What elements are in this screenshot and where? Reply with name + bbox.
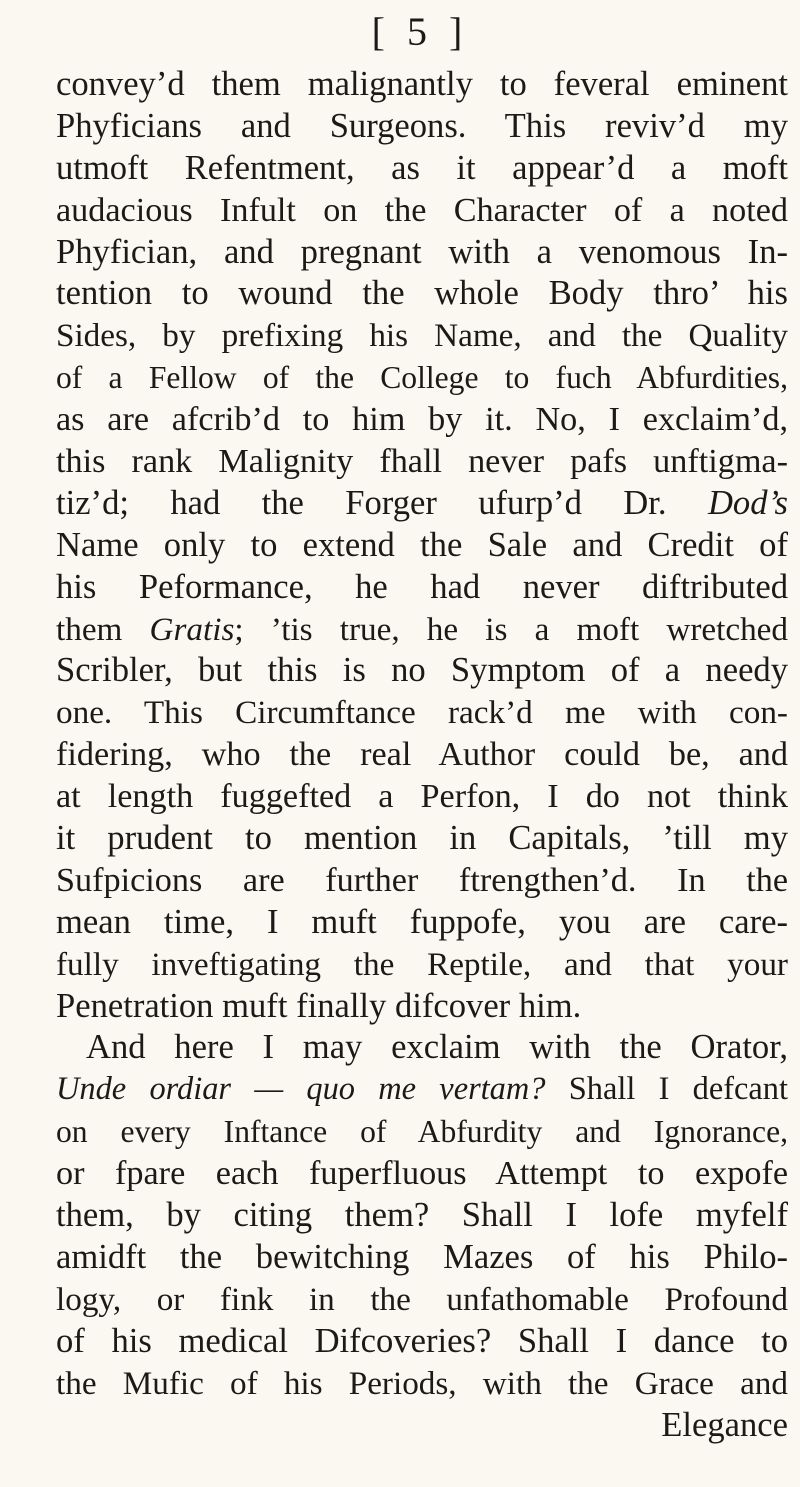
text-line: it prudent to mention in Capitals, ’till my [56, 819, 788, 858]
text-line: this rank Malignity fhall never pafs unftigma- [56, 443, 788, 481]
text-line: audacious Infult on the Character of a noted [56, 191, 788, 229]
text-line: Sides, by prefixing his Name, and the Quality [56, 317, 788, 355]
text-line: fully inveftigating the Reptile, and that your [56, 945, 788, 983]
catchword: Elegance [661, 1405, 788, 1444]
text-line: of a Fellow of the College to fuch Abfurdities, [56, 360, 788, 396]
text-line: Phyfician, and pregnant with a venomous In- [56, 232, 788, 271]
text-line: at length fuggefted a Perfon, I do not think [56, 778, 788, 816]
text-line: the Mufic of his Periods, with the Grace and [56, 1364, 788, 1402]
text-line: Penetration muft finally difcover him. [56, 986, 582, 1025]
text-line: as are afcrib’d to him by it. No, I exclaim’d, [56, 401, 788, 439]
body-text [56, 64, 788, 1446]
latin-quotation: Unde ordiar — quo me vertam? [56, 1071, 546, 1108]
text-line: them, by citing them? Shall I lofe myfelf [56, 1196, 788, 1235]
text-line: Unde ordiar — quo me vertam? Shall I defcant [56, 1071, 788, 1108]
italic-name: Dod’s [707, 483, 788, 522]
text-line: Scribler, but this is no Symptom of a needy [56, 651, 788, 690]
text-line: convey’d them malignantly to feveral eminent [56, 65, 788, 103]
text-line: on every Inftance of Abfurdity and Ignorance, [56, 1114, 788, 1150]
text-line: utmoft Refentment, as it appear’d a moft [56, 148, 788, 187]
text-line: or fpare each fuperfluous Attempt to expofe [56, 1155, 788, 1193]
text-line: Sufpicions are further ftrengthen’d. In the [56, 861, 788, 899]
text-line: mean time, I muft fuppofe, you are care- [56, 902, 788, 941]
text-line: one. This Circumftance rack’d me with con- [56, 694, 788, 732]
text-line: Phyficians and Surgeons. This reviv’d my [56, 106, 788, 145]
text-line: logy, or fink in the unfathomable Profound [56, 1280, 788, 1318]
text-line: fidering, who the real Author could be, and [56, 736, 788, 774]
page-number: [ 5 ] [371, 9, 469, 54]
text-line: And here I may exclaim with the Orator, [86, 1028, 788, 1067]
text-line: tiz’d; had the Forger ufurp’d Dr. Dod’s [56, 483, 788, 522]
italic-word: Gratis [149, 610, 235, 648]
text-line: them Gratis; ’tis true, he is a moft wretched [56, 610, 788, 648]
text-line: Name only to extend the Sale and Credit of [56, 525, 788, 564]
text-line: of his medical Difcoveries? Shall I dance to [56, 1321, 788, 1360]
text-line: amidft the bewitching Mazes of his Philo- [56, 1237, 788, 1276]
text-line: his Peformance, he had never diftributed [56, 567, 788, 606]
text-line: tention to wound the whole Body thro’ his [56, 274, 788, 313]
